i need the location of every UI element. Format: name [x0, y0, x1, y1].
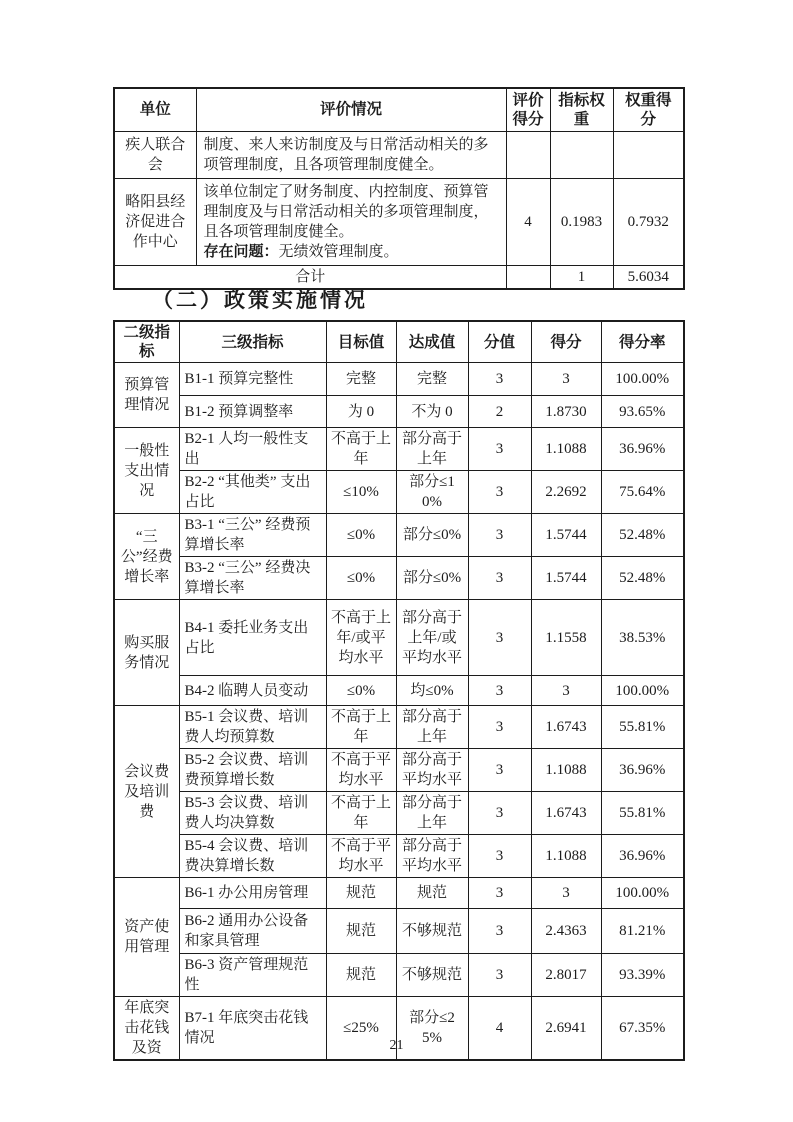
cell-weighted-score: 0.7932	[613, 178, 684, 265]
cell-points: 3	[468, 954, 531, 997]
cell-points: 3	[468, 878, 531, 909]
cell-achieved-value: 部分高于上年/或平均水平	[396, 600, 468, 676]
cell-group-label: 一般性支出情况	[114, 428, 179, 514]
table-row	[114, 363, 684, 396]
cell-score-rate: 55.81%	[601, 706, 684, 749]
cell-group-label: 资产使用管理	[114, 878, 179, 997]
cell-target-value: 为 0	[326, 396, 396, 428]
cell-group-label: 预算管理情况	[114, 363, 179, 428]
cell-points: 3	[468, 557, 531, 600]
cell-score: 2.6941	[531, 997, 601, 1061]
cell-indicator: B2-1 人均一般性支出	[179, 428, 326, 471]
cell-achieved-value: 不够规范	[396, 954, 468, 997]
problem-label: 存在问题：	[203, 243, 279, 260]
cell-group-label: “三公”经费增长率	[114, 514, 179, 600]
cell-points: 3	[468, 428, 531, 471]
cell-score: 3	[531, 878, 601, 909]
table-row	[114, 706, 684, 749]
cell-score-rate: 100.00%	[601, 676, 684, 706]
cell-weight	[550, 131, 613, 178]
cell-target-value: ≤25%	[326, 997, 396, 1061]
unit-evaluation-table	[113, 87, 685, 290]
cell-indicator: B7-1 年底突击花钱情况	[179, 997, 326, 1061]
cell-score: 1.1558	[531, 600, 601, 676]
cell-points: 3	[468, 471, 531, 514]
cell-evaluation	[196, 131, 506, 178]
cell-score-rate: 67.35%	[601, 997, 684, 1061]
table-row	[114, 792, 684, 835]
policy-implementation-table-head	[114, 321, 684, 363]
cell-score: 3	[531, 363, 601, 396]
cell-achieved-value: 均≤0%	[396, 676, 468, 706]
cell-score: 3	[531, 676, 601, 706]
cell-achieved-value: 部分≤10%	[396, 471, 468, 514]
total-label: 合计	[114, 265, 506, 289]
cell-score-rate: 93.65%	[601, 396, 684, 428]
unit-evaluation-table-head	[114, 88, 684, 131]
table-row	[114, 878, 684, 909]
cell-target-value: 不高于上年	[326, 428, 396, 471]
cell-target-value: 不高于上年/或平均水平	[326, 600, 396, 676]
cell-score-rate: 93.39%	[601, 954, 684, 997]
page-number: 21	[389, 1038, 404, 1053]
cell-achieved-value: 部分高于上年	[396, 428, 468, 471]
cell-indicator: B2-2 “其他类” 支出占比	[179, 471, 326, 514]
table-row	[114, 600, 684, 676]
table2-header-cell-6: 得分率	[601, 321, 684, 363]
cell-indicator: B6-2 通用办公设备和家具管理	[179, 909, 326, 954]
cell-unit: 略阳县经济促进合作中心	[114, 178, 196, 265]
cell-target-value: ≤0%	[326, 676, 396, 706]
table2-header-cell-5: 得分	[531, 321, 601, 363]
unit-evaluation-table-body	[114, 131, 684, 289]
cell-points: 2	[468, 396, 531, 428]
cell-points: 3	[468, 749, 531, 792]
table1-header-cell-1: 评价情况	[196, 88, 506, 131]
cell-points: 3	[468, 792, 531, 835]
table1-header-cell-0: 单位	[114, 88, 196, 131]
cell-target-value: 规范	[326, 909, 396, 954]
cell-score-rate: 52.48%	[601, 557, 684, 600]
cell-achieved-value: 部分高于平均水平	[396, 749, 468, 792]
cell-score: 1.5744	[531, 514, 601, 557]
cell-indicator: B5-1 会议费、培训费人均预算数	[179, 706, 326, 749]
cell-achieved-value: 部分≤0%	[396, 557, 468, 600]
cell-target-value: 不高于上年	[326, 792, 396, 835]
cell-target-value: 不高于平均水平	[326, 835, 396, 878]
cell-score-rate: 75.64%	[601, 471, 684, 514]
cell-indicator: B3-2 “三公” 经费决算增长率	[179, 557, 326, 600]
cell-target-value: 规范	[326, 878, 396, 909]
cell-points: 3	[468, 706, 531, 749]
cell-score: 1.1088	[531, 749, 601, 792]
cell-score-rate: 38.53%	[601, 600, 684, 676]
cell-score: 1.1088	[531, 835, 601, 878]
table-row	[114, 471, 684, 514]
cell-target-value: ≤0%	[326, 514, 396, 557]
table1-header-row	[114, 88, 684, 131]
cell-points: 3	[468, 676, 531, 706]
evaluation-paragraph: 制度、来人来访制度及与日常活动相关的多项管理制度，且各项管理制度健全。	[203, 136, 489, 173]
cell-evaluation	[196, 178, 506, 265]
cell-achieved-value: 完整	[396, 363, 468, 396]
policy-implementation-table	[113, 320, 685, 1061]
cell-weight: 0.1983	[550, 178, 613, 265]
table-row	[114, 178, 684, 265]
table2-header-cell-2: 目标值	[326, 321, 396, 363]
cell-score: 1.6743	[531, 706, 601, 749]
cell-score: 4	[506, 178, 550, 265]
cell-achieved-value: 不为 0	[396, 396, 468, 428]
cell-indicator: B5-2 会议费、培训费预算增长数	[179, 749, 326, 792]
cell-score-rate: 36.96%	[601, 749, 684, 792]
table-row	[114, 835, 684, 878]
cell-achieved-value: 规范	[396, 878, 468, 909]
table1-header-cell-2: 评价得分	[506, 88, 550, 131]
cell-score-rate: 100.00%	[601, 878, 684, 909]
cell-score: 2.4363	[531, 909, 601, 954]
table-row	[114, 954, 684, 997]
cell-points: 4	[468, 997, 531, 1061]
cell-score: 1.8730	[531, 396, 601, 428]
cell-score-rate: 81.21%	[601, 909, 684, 954]
cell-achieved-value: 部分高于平均水平	[396, 835, 468, 878]
cell-weighted-score	[613, 131, 684, 178]
cell-target-value: 不高于平均水平	[326, 749, 396, 792]
cell-score: 1.5744	[531, 557, 601, 600]
cell-indicator: B4-1 委托业务支出占比	[179, 600, 326, 676]
table-row	[114, 749, 684, 792]
total-weight: 1	[550, 265, 613, 289]
cell-achieved-value: 部分≤0%	[396, 514, 468, 557]
cell-indicator: B5-4 会议费、培训费决算增长数	[179, 835, 326, 878]
cell-indicator: B6-1 办公用房管理	[179, 878, 326, 909]
table2-header-row	[114, 321, 684, 363]
cell-achieved-value: 不够规范	[396, 909, 468, 954]
cell-target-value: ≤0%	[326, 557, 396, 600]
cell-indicator: B3-1 “三公” 经费预算增长率	[179, 514, 326, 557]
table-row	[114, 396, 684, 428]
cell-score: 1.1088	[531, 428, 601, 471]
cell-points: 3	[468, 600, 531, 676]
table1-header-cell-4: 权重得分	[613, 88, 684, 131]
cell-score-rate: 36.96%	[601, 428, 684, 471]
cell-score-rate: 36.96%	[601, 835, 684, 878]
cell-score-rate: 100.00%	[601, 363, 684, 396]
cell-indicator: B5-3 会议费、培训费人均决算数	[179, 792, 326, 835]
table2-header-cell-0: 二级指标	[114, 321, 179, 363]
table-row	[114, 428, 684, 471]
cell-achieved-value: 部分高于上年	[396, 706, 468, 749]
cell-score	[506, 131, 550, 178]
cell-indicator: B1-1 预算完整性	[179, 363, 326, 396]
cell-points: 3	[468, 363, 531, 396]
cell-score: 2.8017	[531, 954, 601, 997]
cell-indicator: B6-3 资产管理规范性	[179, 954, 326, 997]
table-row	[114, 514, 684, 557]
total-weighted-score: 5.6034	[613, 265, 684, 289]
cell-target-value: 不高于上年	[326, 706, 396, 749]
cell-group-label: 年底突击花钱及资	[114, 997, 179, 1061]
cell-indicator: B4-2 临聘人员变动	[179, 676, 326, 706]
table-row	[114, 557, 684, 600]
section-title: （二）政策实施情况	[152, 288, 368, 312]
cell-unit: 疾人联合会	[114, 131, 196, 178]
cell-score: 1.6743	[531, 792, 601, 835]
table-row	[114, 909, 684, 954]
evaluation-paragraph: 该单位制定了财务制度、内控制度、预算管理制度及与日常活动相关的多项管理制度，且各项管理制度健全。	[203, 183, 489, 240]
cell-indicator: B1-2 预算调整率	[179, 396, 326, 428]
table2-header-cell-1: 三级指标	[179, 321, 326, 363]
cell-target-value: 规范	[326, 954, 396, 997]
table-row	[114, 131, 684, 178]
cell-score-rate: 52.48%	[601, 514, 684, 557]
policy-implementation-table-body	[114, 363, 684, 1061]
cell-group-label: 购买服务情况	[114, 600, 179, 706]
cell-target-value: 完整	[326, 363, 396, 396]
cell-achieved-value: 部分≤25%	[396, 997, 468, 1061]
cell-target-value: ≤10%	[326, 471, 396, 514]
cell-points: 3	[468, 514, 531, 557]
table-row	[114, 676, 684, 706]
cell-points: 3	[468, 835, 531, 878]
table2-header-cell-4: 分值	[468, 321, 531, 363]
cell-score-rate: 55.81%	[601, 792, 684, 835]
total-score	[506, 265, 550, 289]
cell-group-label: 会议费及培训费	[114, 706, 179, 878]
table1-header-cell-3: 指标权重	[550, 88, 613, 131]
cell-points: 3	[468, 909, 531, 954]
evaluation-paragraph: 存在问题：无绩效管理制度。	[203, 243, 399, 260]
cell-achieved-value: 部分高于上年	[396, 792, 468, 835]
table2-header-cell-3: 达成值	[396, 321, 468, 363]
cell-score: 2.2692	[531, 471, 601, 514]
